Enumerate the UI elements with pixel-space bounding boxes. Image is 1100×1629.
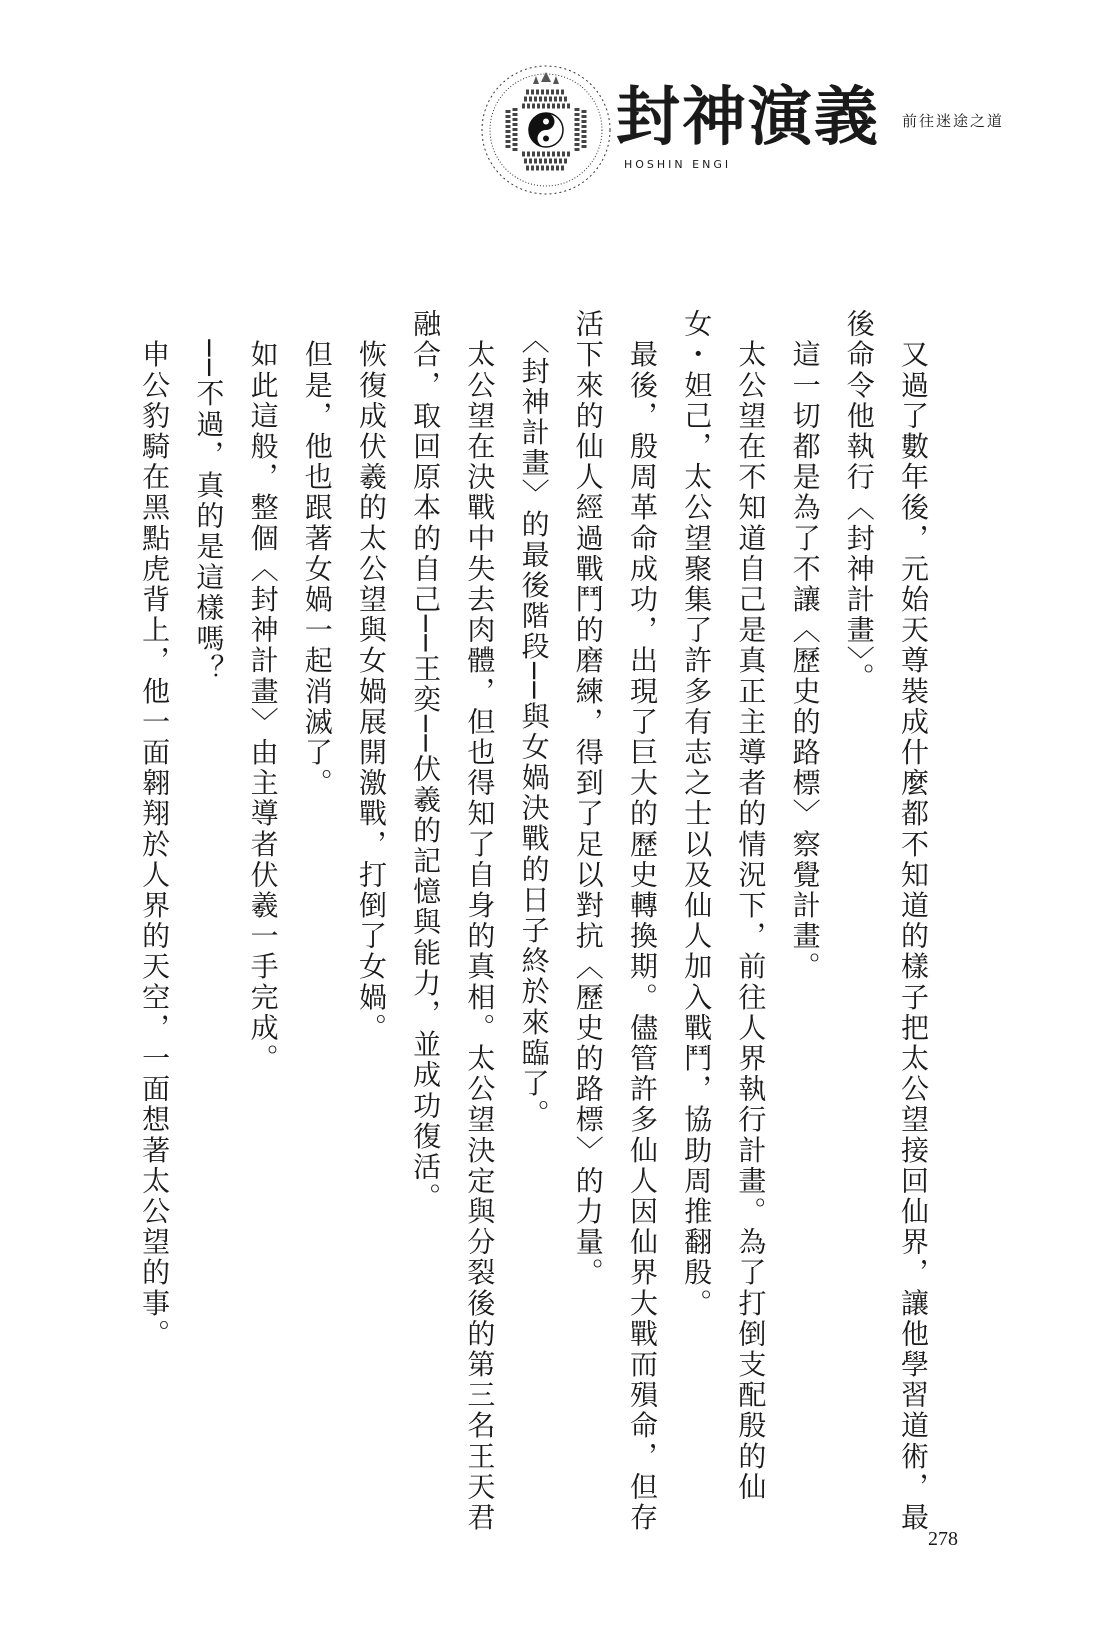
paragraph: 這一切都是為了不讓〈歷史的路標〉察覺計畫。 [788,309,822,983]
paragraph: 恢復成伏羲的太公望與女媧展開激戰，打倒了女媧。 [354,309,388,1044]
paragraph: 太公望在不知道自己是真正主導者的情況下，前往人界執行計畫。為了打倒支配殷的仙 女・妲己，太公望聚集了許多有志之士以及仙人加入戰鬥，協助周推翻殷。 [680,309,768,1503]
paragraph: 太公望在決戰中失去肉體，但也得知了自身的真相。太公望決定與分裂後的第三名王天君 融合，取回原本的自己──王奕──伏羲的記憶與能力，並成功復活。 [409,309,497,1533]
chapter-tagline: 前往迷途之道 [902,112,1005,130]
paragraph: 最後，殷周革命成功，出現了巨大的歷史轉換期。儘管許多仙人因仙界大戰而殞命，但存 活下來的仙人經過戰鬥的磨練，得到了足以對抗〈歷史的路標〉的力量。 [571,309,659,1533]
page-number: 278 [928,1528,958,1550]
paragraph: 〈封神計畫〉的最後階段──與女媧決戰的日子終於來臨了。 [517,309,551,1130]
book-title: 封神演義 [616,80,880,155]
paragraph: 如此這般，整個〈封神計畫〉由主導者伏羲一手完成。 [246,309,280,1074]
bagua-yin-yang-logo-icon [478,62,614,198]
paragraph: 又過了數年後，元始天尊裝成什麼都不知道的樣子把太公望接回仙界，讓他學習道術，最 後命令他執行〈封神計畫〉。 [842,309,930,1533]
paragraph: 但是，他也跟著女媧一起消滅了。 [300,309,334,799]
paragraph: 申公豹騎在黑點虎背上，他一面翱翔於人界的天空，一面想著太公望的事。 [138,309,172,1350]
paragraph: ──不過，真的是這樣嗎？ [192,309,226,685]
page-header [0,0,1100,220]
vertical-body-text [127,309,940,1599]
book-subtitle: HOSHIN ENGI [624,158,732,171]
